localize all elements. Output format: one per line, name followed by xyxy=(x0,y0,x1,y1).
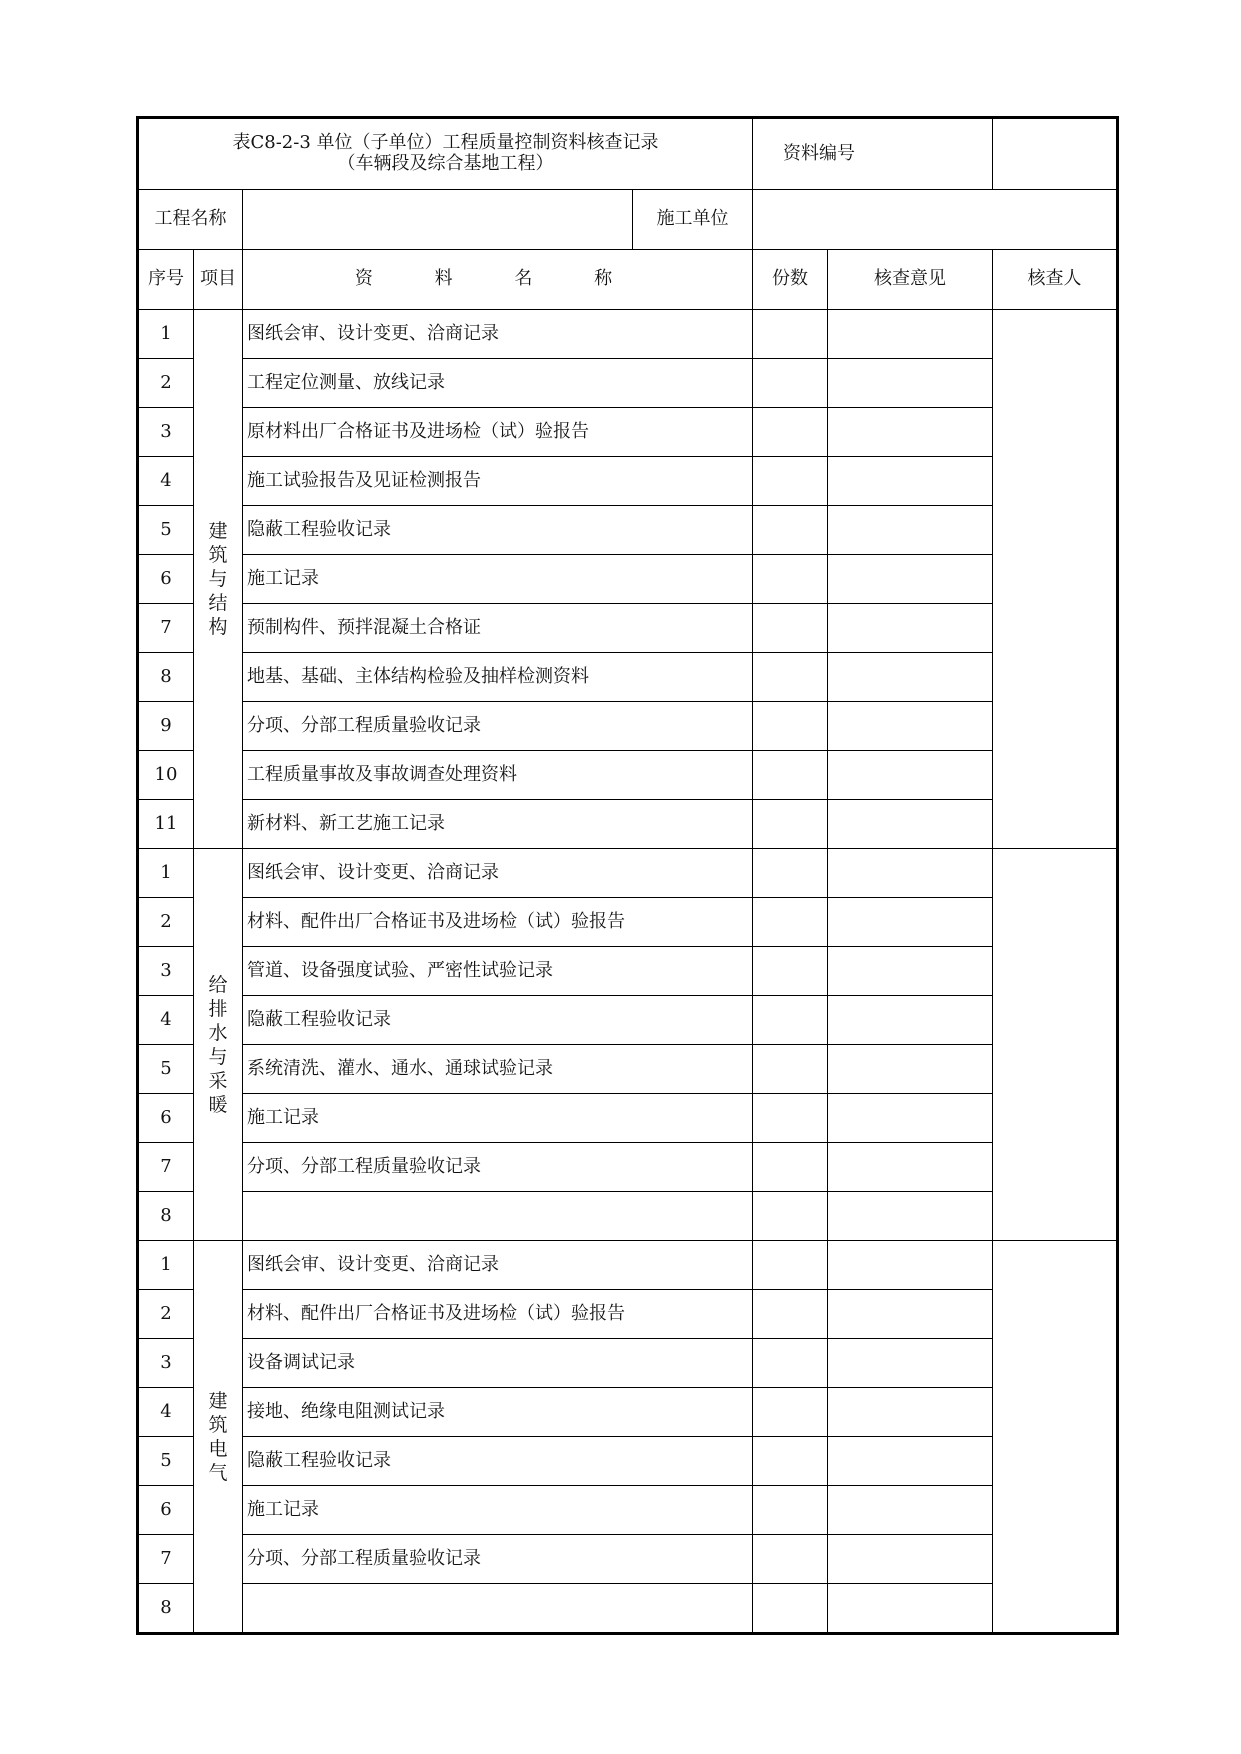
row-copies-field[interactable] xyxy=(753,457,828,506)
row-copies-field[interactable] xyxy=(753,1437,828,1486)
title-row xyxy=(138,118,1118,190)
row-doc-name: 施工试验报告及见证检测报告 xyxy=(243,457,753,506)
row-copies-field[interactable] xyxy=(753,1584,828,1634)
table-row xyxy=(138,1143,1118,1192)
row-doc-name: 管道、设备强度试验、严密性试验记录 xyxy=(243,947,753,996)
table-row xyxy=(138,898,1118,947)
row-opinion-field[interactable] xyxy=(828,1143,993,1192)
row-opinion-field[interactable] xyxy=(828,1486,993,1535)
row-opinion-field[interactable] xyxy=(828,1388,993,1437)
row-seq: 5 xyxy=(138,506,194,555)
row-opinion-field[interactable] xyxy=(828,604,993,653)
row-opinion-field[interactable] xyxy=(828,310,993,359)
row-copies-field[interactable] xyxy=(753,849,828,898)
row-opinion-field[interactable] xyxy=(828,1535,993,1584)
table-row xyxy=(138,1388,1118,1437)
row-doc-name xyxy=(243,1584,753,1634)
row-doc-name: 图纸会审、设计变更、洽商记录 xyxy=(243,1241,753,1290)
row-seq: 6 xyxy=(138,555,194,604)
row-seq: 4 xyxy=(138,457,194,506)
table-row xyxy=(138,996,1118,1045)
table-row xyxy=(138,506,1118,555)
col-copies-header: 份数 xyxy=(753,250,828,310)
row-seq: 4 xyxy=(138,1388,194,1437)
table-row xyxy=(138,1290,1118,1339)
row-opinion-field[interactable] xyxy=(828,653,993,702)
row-doc-name: 分项、分部工程质量验收记录 xyxy=(243,702,753,751)
row-doc-name: 图纸会审、设计变更、洽商记录 xyxy=(243,310,753,359)
col-seq-header: 序号 xyxy=(138,250,194,310)
row-seq: 10 xyxy=(138,751,194,800)
row-doc-name: 设备调试记录 xyxy=(243,1339,753,1388)
row-doc-name: 地基、基础、主体结构检验及抽样检测资料 xyxy=(243,653,753,702)
row-copies-field[interactable] xyxy=(753,359,828,408)
row-seq: 1 xyxy=(138,310,194,359)
table-row xyxy=(138,604,1118,653)
form-title xyxy=(138,118,753,190)
row-seq: 3 xyxy=(138,947,194,996)
row-doc-name: 施工记录 xyxy=(243,1094,753,1143)
row-opinion-field[interactable] xyxy=(828,555,993,604)
project-name-field[interactable] xyxy=(243,190,633,250)
row-doc-name xyxy=(243,1192,753,1241)
row-doc-name: 工程质量事故及事故调查处理资料 xyxy=(243,751,753,800)
row-seq: 7 xyxy=(138,1535,194,1584)
row-copies-field[interactable] xyxy=(753,996,828,1045)
row-opinion-field[interactable] xyxy=(828,1192,993,1241)
col-doc-name-header xyxy=(243,250,753,310)
row-seq: 9 xyxy=(138,702,194,751)
row-seq: 4 xyxy=(138,996,194,1045)
row-seq: 3 xyxy=(138,408,194,457)
row-copies-field[interactable] xyxy=(753,898,828,947)
row-seq: 1 xyxy=(138,849,194,898)
row-doc-name: 施工记录 xyxy=(243,1486,753,1535)
row-doc-name: 原材料出厂合格证书及进场检（试）验报告 xyxy=(243,408,753,457)
row-opinion-field[interactable] xyxy=(828,702,993,751)
row-copies-field[interactable] xyxy=(753,506,828,555)
row-doc-name: 材料、配件出厂合格证书及进场检（试）验报告 xyxy=(243,1290,753,1339)
row-copies-field[interactable] xyxy=(753,1094,828,1143)
section-category xyxy=(194,849,243,1241)
table-row xyxy=(138,800,1118,849)
row-opinion-field[interactable] xyxy=(828,800,993,849)
row-doc-name: 隐蔽工程验收记录 xyxy=(243,506,753,555)
row-seq: 5 xyxy=(138,1437,194,1486)
row-seq: 2 xyxy=(138,898,194,947)
row-copies-field[interactable] xyxy=(753,604,828,653)
table-row xyxy=(138,1192,1118,1241)
row-opinion-field[interactable] xyxy=(828,359,993,408)
row-doc-name: 系统清洗、灌水、通水、通球试验记录 xyxy=(243,1045,753,1094)
row-copies-field[interactable] xyxy=(753,653,828,702)
doc-no-label: 资料编号 xyxy=(753,118,993,190)
row-doc-name: 施工记录 xyxy=(243,555,753,604)
row-doc-name: 工程定位测量、放线记录 xyxy=(243,359,753,408)
row-copies-field[interactable] xyxy=(753,1192,828,1241)
row-doc-name: 隐蔽工程验收记录 xyxy=(243,996,753,1045)
contractor-field[interactable] xyxy=(753,190,1118,250)
doc-no-field[interactable] xyxy=(993,118,1118,190)
table-row xyxy=(138,310,1118,359)
row-copies-field[interactable] xyxy=(753,408,828,457)
section-category-label: 建筑电气 xyxy=(208,1389,228,1484)
row-doc-name: 分项、分部工程质量验收记录 xyxy=(243,1143,753,1192)
row-seq: 8 xyxy=(138,1192,194,1241)
row-copies-field[interactable] xyxy=(753,1486,828,1535)
row-copies-field[interactable] xyxy=(753,1045,828,1094)
row-seq: 2 xyxy=(138,1290,194,1339)
table-row xyxy=(138,408,1118,457)
row-opinion-field[interactable] xyxy=(828,898,993,947)
col-doc-name-text: 资 料 名 称 xyxy=(354,268,641,290)
project-info-row xyxy=(138,190,1118,250)
row-doc-name: 材料、配件出厂合格证书及进场检（试）验报告 xyxy=(243,898,753,947)
row-seq: 8 xyxy=(138,1584,194,1634)
row-copies-field[interactable] xyxy=(753,1143,828,1192)
table-row xyxy=(138,1486,1118,1535)
row-copies-field[interactable] xyxy=(753,751,828,800)
column-header-row xyxy=(138,250,1118,310)
table-row xyxy=(138,751,1118,800)
form-title-line1: 表C8-2-3 单位（子单位）工程质量控制资料核查记录 xyxy=(232,132,659,154)
row-copies-field[interactable] xyxy=(753,555,828,604)
row-copies-field[interactable] xyxy=(753,947,828,996)
table-row xyxy=(138,1241,1118,1290)
table-row xyxy=(138,1045,1118,1094)
row-copies-field[interactable] xyxy=(753,1241,828,1290)
row-doc-name: 接地、绝缘电阻测试记录 xyxy=(243,1388,753,1437)
row-opinion-field[interactable] xyxy=(828,408,993,457)
row-seq: 8 xyxy=(138,653,194,702)
col-item-header: 项目 xyxy=(194,250,243,310)
row-copies-field[interactable] xyxy=(753,1535,828,1584)
section-checker-field[interactable] xyxy=(993,849,1118,1241)
form-title-line2: （车辆段及综合基地工程） xyxy=(337,153,554,174)
row-doc-name: 图纸会审、设计变更、洽商记录 xyxy=(243,849,753,898)
section-category xyxy=(194,310,243,849)
row-seq: 7 xyxy=(138,604,194,653)
table-row xyxy=(138,457,1118,506)
table-row xyxy=(138,947,1118,996)
quality-control-check-table xyxy=(136,116,1119,1635)
row-seq: 2 xyxy=(138,359,194,408)
row-opinion-field[interactable] xyxy=(828,751,993,800)
col-opinion-header: 核查意见 xyxy=(828,250,993,310)
table-row xyxy=(138,1339,1118,1388)
section-category-label: 给排水与采暖 xyxy=(208,973,228,1116)
row-opinion-field[interactable] xyxy=(828,1584,993,1634)
row-seq: 11 xyxy=(138,800,194,849)
section-checker-field[interactable] xyxy=(993,310,1118,849)
row-seq: 6 xyxy=(138,1094,194,1143)
row-opinion-field[interactable] xyxy=(828,457,993,506)
table-row xyxy=(138,1437,1118,1486)
row-opinion-field[interactable] xyxy=(828,1241,993,1290)
row-opinion-field[interactable] xyxy=(828,1045,993,1094)
table-row xyxy=(138,1094,1118,1143)
section-category xyxy=(194,1241,243,1634)
row-opinion-field[interactable] xyxy=(828,1437,993,1486)
table-row xyxy=(138,359,1118,408)
row-doc-name: 隐蔽工程验收记录 xyxy=(243,1437,753,1486)
row-opinion-field[interactable] xyxy=(828,506,993,555)
row-copies-field[interactable] xyxy=(753,702,828,751)
project-name-label: 工程名称 xyxy=(138,190,243,250)
contractor-label: 施工单位 xyxy=(633,190,753,250)
table-row xyxy=(138,555,1118,604)
table-row xyxy=(138,702,1118,751)
table-row xyxy=(138,849,1118,898)
row-opinion-field[interactable] xyxy=(828,996,993,1045)
row-opinion-field[interactable] xyxy=(828,1094,993,1143)
section-category-label: 建筑与结构 xyxy=(208,520,228,638)
row-copies-field[interactable] xyxy=(753,310,828,359)
row-opinion-field[interactable] xyxy=(828,1290,993,1339)
row-copies-field[interactable] xyxy=(753,800,828,849)
row-copies-field[interactable] xyxy=(753,1339,828,1388)
row-seq: 7 xyxy=(138,1143,194,1192)
row-opinion-field[interactable] xyxy=(828,1339,993,1388)
row-doc-name: 预制构件、预拌混凝土合格证 xyxy=(243,604,753,653)
row-seq: 6 xyxy=(138,1486,194,1535)
row-seq: 5 xyxy=(138,1045,194,1094)
table-row xyxy=(138,653,1118,702)
row-seq: 1 xyxy=(138,1241,194,1290)
row-opinion-field[interactable] xyxy=(828,849,993,898)
row-doc-name: 分项、分部工程质量验收记录 xyxy=(243,1535,753,1584)
table-row xyxy=(138,1584,1118,1634)
row-copies-field[interactable] xyxy=(753,1388,828,1437)
col-checker-header: 核查人 xyxy=(993,250,1118,310)
row-opinion-field[interactable] xyxy=(828,947,993,996)
section-checker-field[interactable] xyxy=(993,1241,1118,1634)
row-doc-name: 新材料、新工艺施工记录 xyxy=(243,800,753,849)
table-row xyxy=(138,1535,1118,1584)
row-seq: 3 xyxy=(138,1339,194,1388)
row-copies-field[interactable] xyxy=(753,1290,828,1339)
